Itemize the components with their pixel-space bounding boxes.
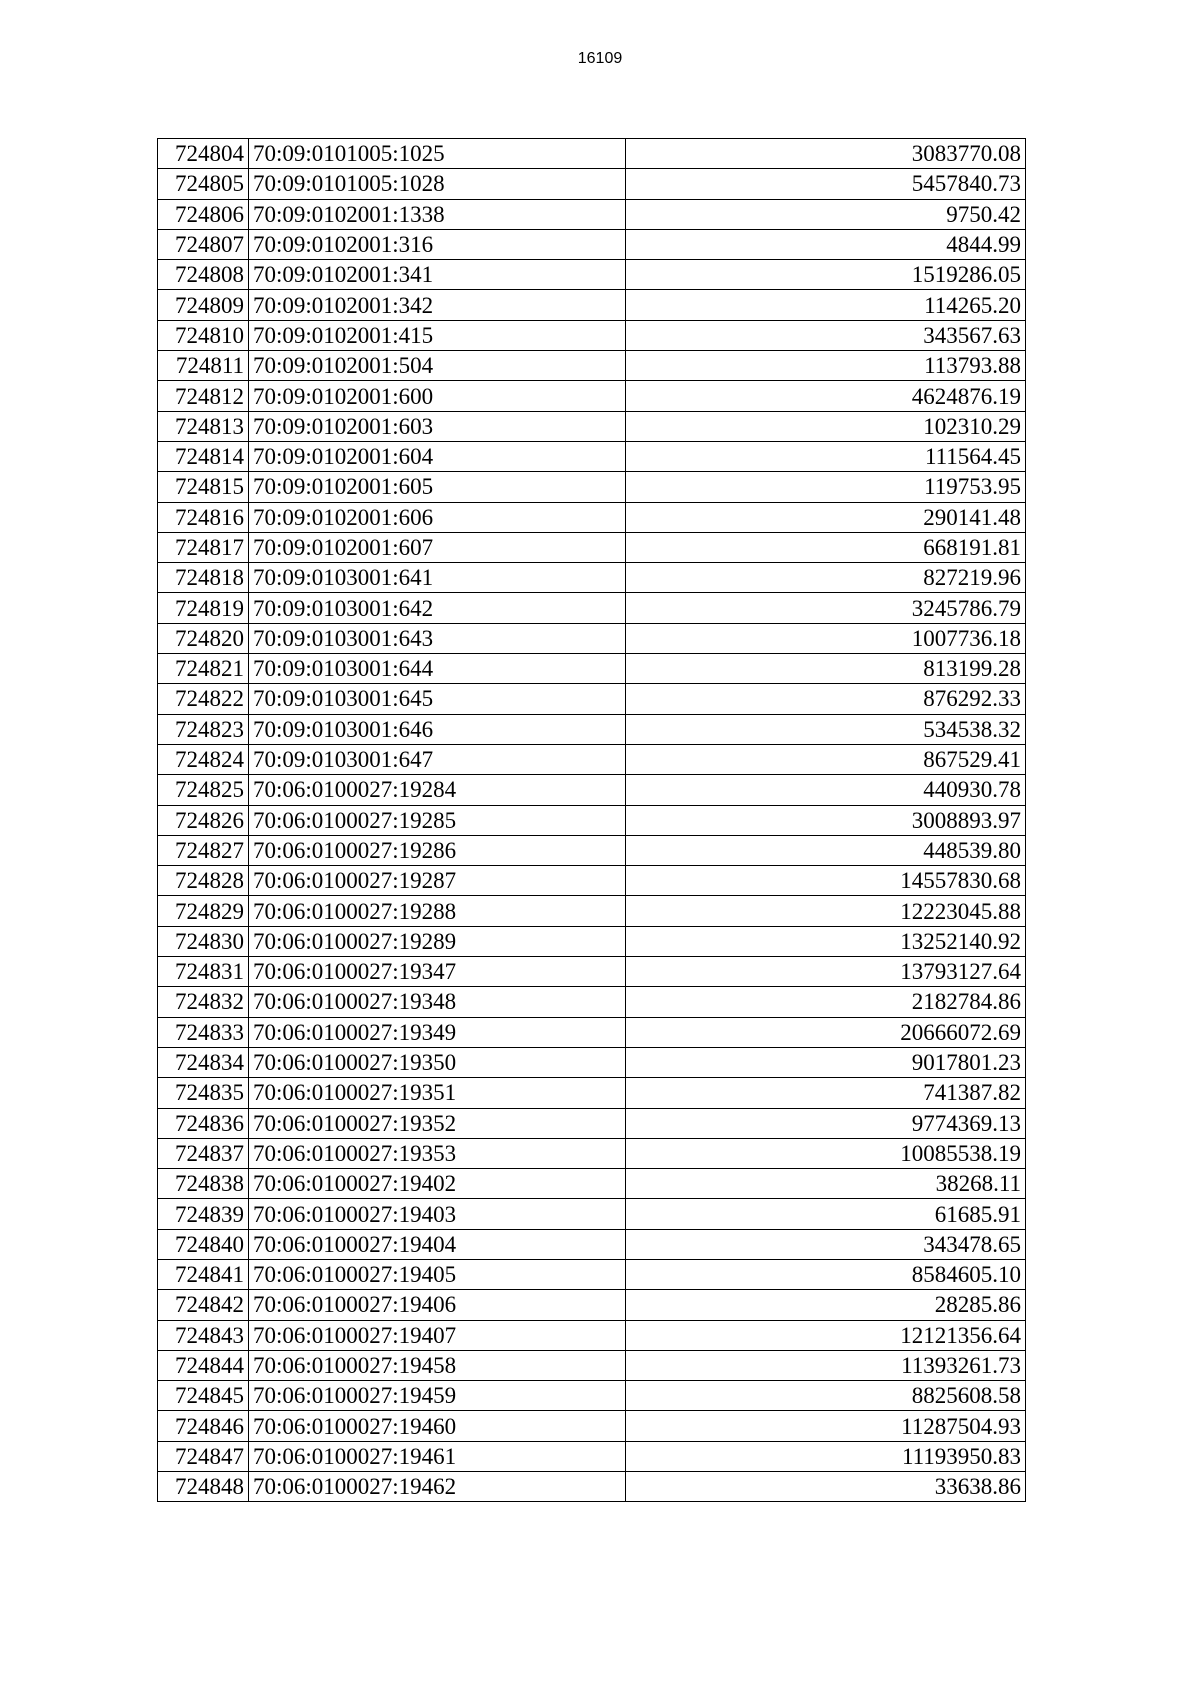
row-number-cell: 724807 bbox=[158, 229, 249, 259]
value-cell: 448539.80 bbox=[626, 835, 1026, 865]
table-body bbox=[158, 139, 1026, 1502]
value-cell: 114265.20 bbox=[626, 290, 1026, 320]
table-row bbox=[158, 1138, 1026, 1168]
cadastral-number-cell: 70:06:0100027:19350 bbox=[249, 1047, 626, 1077]
value-cell: 5457840.73 bbox=[626, 169, 1026, 199]
table-row bbox=[158, 1259, 1026, 1289]
value-cell: 440930.78 bbox=[626, 775, 1026, 805]
row-number-cell: 724810 bbox=[158, 320, 249, 350]
value-cell: 33638.86 bbox=[626, 1472, 1026, 1502]
value-cell: 111564.45 bbox=[626, 441, 1026, 471]
table-row bbox=[158, 1381, 1026, 1411]
table-row bbox=[158, 199, 1026, 229]
cadastral-number-cell: 70:06:0100027:19460 bbox=[249, 1411, 626, 1441]
table-row bbox=[158, 351, 1026, 381]
table-row bbox=[158, 290, 1026, 320]
cadastral-number-cell: 70:09:0101005:1028 bbox=[249, 169, 626, 199]
row-number-cell: 724828 bbox=[158, 866, 249, 896]
cadastral-number-cell: 70:09:0103001:646 bbox=[249, 714, 626, 744]
cadastral-number-cell: 70:06:0100027:19405 bbox=[249, 1259, 626, 1289]
cadastral-number-cell: 70:06:0100027:19458 bbox=[249, 1350, 626, 1380]
table-row bbox=[158, 1411, 1026, 1441]
value-cell: 102310.29 bbox=[626, 411, 1026, 441]
value-cell: 3245786.79 bbox=[626, 593, 1026, 623]
cadastral-number-cell: 70:06:0100027:19403 bbox=[249, 1199, 626, 1229]
table-row bbox=[158, 169, 1026, 199]
value-cell: 3083770.08 bbox=[626, 139, 1026, 169]
row-number-cell: 724815 bbox=[158, 472, 249, 502]
row-number-cell: 724811 bbox=[158, 351, 249, 381]
value-cell: 9774369.13 bbox=[626, 1108, 1026, 1138]
value-cell: 813199.28 bbox=[626, 654, 1026, 684]
table-row bbox=[158, 260, 1026, 290]
cadastral-number-cell: 70:06:0100027:19348 bbox=[249, 987, 626, 1017]
row-number-cell: 724816 bbox=[158, 502, 249, 532]
row-number-cell: 724842 bbox=[158, 1290, 249, 1320]
row-number-cell: 724824 bbox=[158, 744, 249, 774]
row-number-cell: 724830 bbox=[158, 926, 249, 956]
row-number-cell: 724820 bbox=[158, 623, 249, 653]
row-number-cell: 724813 bbox=[158, 411, 249, 441]
row-number-cell: 724834 bbox=[158, 1047, 249, 1077]
value-cell: 4844.99 bbox=[626, 229, 1026, 259]
row-number-cell: 724825 bbox=[158, 775, 249, 805]
cadastral-number-cell: 70:06:0100027:19347 bbox=[249, 957, 626, 987]
row-number-cell: 724829 bbox=[158, 896, 249, 926]
row-number-cell: 724844 bbox=[158, 1350, 249, 1380]
cadastral-number-cell: 70:06:0100027:19461 bbox=[249, 1441, 626, 1471]
value-cell: 867529.41 bbox=[626, 744, 1026, 774]
cadastral-number-cell: 70:09:0101005:1025 bbox=[249, 139, 626, 169]
table-row bbox=[158, 987, 1026, 1017]
cadastral-number-cell: 70:06:0100027:19284 bbox=[249, 775, 626, 805]
table-row bbox=[158, 623, 1026, 653]
cadastral-number-cell: 70:09:0103001:641 bbox=[249, 563, 626, 593]
value-cell: 38268.11 bbox=[626, 1169, 1026, 1199]
cadastral-value-table bbox=[157, 138, 1026, 1502]
row-number-cell: 724806 bbox=[158, 199, 249, 229]
row-number-cell: 724821 bbox=[158, 654, 249, 684]
cadastral-number-cell: 70:09:0102001:342 bbox=[249, 290, 626, 320]
table-row bbox=[158, 472, 1026, 502]
table-row bbox=[158, 1472, 1026, 1502]
table-row bbox=[158, 957, 1026, 987]
value-cell: 119753.95 bbox=[626, 472, 1026, 502]
value-cell: 61685.91 bbox=[626, 1199, 1026, 1229]
row-number-cell: 724812 bbox=[158, 381, 249, 411]
row-number-cell: 724846 bbox=[158, 1411, 249, 1441]
row-number-cell: 724838 bbox=[158, 1169, 249, 1199]
table-row bbox=[158, 1047, 1026, 1077]
value-cell: 14557830.68 bbox=[626, 866, 1026, 896]
row-number-cell: 724805 bbox=[158, 169, 249, 199]
cadastral-number-cell: 70:06:0100027:19407 bbox=[249, 1320, 626, 1350]
row-number-cell: 724817 bbox=[158, 532, 249, 562]
value-cell: 9017801.23 bbox=[626, 1047, 1026, 1077]
cadastral-number-cell: 70:06:0100027:19459 bbox=[249, 1381, 626, 1411]
value-cell: 1519286.05 bbox=[626, 260, 1026, 290]
table-row bbox=[158, 532, 1026, 562]
row-number-cell: 724836 bbox=[158, 1108, 249, 1138]
cadastral-number-cell: 70:06:0100027:19285 bbox=[249, 805, 626, 835]
table-row bbox=[158, 926, 1026, 956]
row-number-cell: 724835 bbox=[158, 1078, 249, 1108]
table-row bbox=[158, 411, 1026, 441]
table-row bbox=[158, 1290, 1026, 1320]
row-number-cell: 724837 bbox=[158, 1138, 249, 1168]
table-row bbox=[158, 654, 1026, 684]
value-cell: 343478.65 bbox=[626, 1229, 1026, 1259]
value-cell: 3008893.97 bbox=[626, 805, 1026, 835]
table-row bbox=[158, 320, 1026, 350]
row-number-cell: 724818 bbox=[158, 563, 249, 593]
cadastral-number-cell: 70:06:0100027:19462 bbox=[249, 1472, 626, 1502]
cadastral-number-cell: 70:06:0100027:19351 bbox=[249, 1078, 626, 1108]
page-number: 16109 bbox=[577, 50, 623, 67]
cadastral-number-cell: 70:06:0100027:19286 bbox=[249, 835, 626, 865]
cadastral-number-cell: 70:09:0102001:603 bbox=[249, 411, 626, 441]
value-cell: 11393261.73 bbox=[626, 1350, 1026, 1380]
value-cell: 8584605.10 bbox=[626, 1259, 1026, 1289]
row-number-cell: 724833 bbox=[158, 1017, 249, 1047]
table-row bbox=[158, 1441, 1026, 1471]
value-cell: 10085538.19 bbox=[626, 1138, 1026, 1168]
cadastral-number-cell: 70:09:0102001:341 bbox=[249, 260, 626, 290]
row-number-cell: 724845 bbox=[158, 1381, 249, 1411]
cadastral-number-cell: 70:06:0100027:19406 bbox=[249, 1290, 626, 1320]
table-row bbox=[158, 593, 1026, 623]
row-number-cell: 724847 bbox=[158, 1441, 249, 1471]
cadastral-number-cell: 70:06:0100027:19404 bbox=[249, 1229, 626, 1259]
table-row bbox=[158, 563, 1026, 593]
table-row bbox=[158, 1108, 1026, 1138]
value-cell: 113793.88 bbox=[626, 351, 1026, 381]
value-cell: 290141.48 bbox=[626, 502, 1026, 532]
table-row bbox=[158, 381, 1026, 411]
value-cell: 8825608.58 bbox=[626, 1381, 1026, 1411]
table-row bbox=[158, 1199, 1026, 1229]
row-number-cell: 724823 bbox=[158, 714, 249, 744]
table-row bbox=[158, 775, 1026, 805]
cadastral-number-cell: 70:09:0102001:504 bbox=[249, 351, 626, 381]
value-cell: 28285.86 bbox=[626, 1290, 1026, 1320]
row-number-cell: 724839 bbox=[158, 1199, 249, 1229]
cadastral-number-cell: 70:06:0100027:19287 bbox=[249, 866, 626, 896]
cadastral-number-cell: 70:09:0103001:642 bbox=[249, 593, 626, 623]
row-number-cell: 724804 bbox=[158, 139, 249, 169]
row-number-cell: 724822 bbox=[158, 684, 249, 714]
cadastral-number-cell: 70:06:0100027:19289 bbox=[249, 926, 626, 956]
row-number-cell: 724827 bbox=[158, 835, 249, 865]
row-number-cell: 724843 bbox=[158, 1320, 249, 1350]
row-number-cell: 724819 bbox=[158, 593, 249, 623]
cadastral-number-cell: 70:06:0100027:19353 bbox=[249, 1138, 626, 1168]
cadastral-number-cell: 70:09:0103001:644 bbox=[249, 654, 626, 684]
table-row bbox=[158, 1078, 1026, 1108]
table-row bbox=[158, 714, 1026, 744]
table-row bbox=[158, 684, 1026, 714]
row-number-cell: 724832 bbox=[158, 987, 249, 1017]
table-row bbox=[158, 1169, 1026, 1199]
value-cell: 343567.63 bbox=[626, 320, 1026, 350]
row-number-cell: 724814 bbox=[158, 441, 249, 471]
row-number-cell: 724831 bbox=[158, 957, 249, 987]
value-cell: 668191.81 bbox=[626, 532, 1026, 562]
value-cell: 12223045.88 bbox=[626, 896, 1026, 926]
cadastral-number-cell: 70:09:0102001:316 bbox=[249, 229, 626, 259]
table-row bbox=[158, 139, 1026, 169]
row-number-cell: 724808 bbox=[158, 260, 249, 290]
row-number-cell: 724841 bbox=[158, 1259, 249, 1289]
table-row bbox=[158, 805, 1026, 835]
table-row bbox=[158, 744, 1026, 774]
cadastral-number-cell: 70:06:0100027:19349 bbox=[249, 1017, 626, 1047]
cadastral-number-cell: 70:06:0100027:19288 bbox=[249, 896, 626, 926]
value-cell: 2182784.86 bbox=[626, 987, 1026, 1017]
table-row bbox=[158, 835, 1026, 865]
cadastral-number-cell: 70:09:0102001:415 bbox=[249, 320, 626, 350]
cadastral-number-cell: 70:09:0102001:607 bbox=[249, 532, 626, 562]
table-row bbox=[158, 1320, 1026, 1350]
value-cell: 20666072.69 bbox=[626, 1017, 1026, 1047]
table-row bbox=[158, 866, 1026, 896]
row-number-cell: 724809 bbox=[158, 290, 249, 320]
value-cell: 13793127.64 bbox=[626, 957, 1026, 987]
table-row bbox=[158, 1229, 1026, 1259]
value-cell: 12121356.64 bbox=[626, 1320, 1026, 1350]
cadastral-number-cell: 70:09:0103001:645 bbox=[249, 684, 626, 714]
cadastral-number-cell: 70:09:0102001:605 bbox=[249, 472, 626, 502]
cadastral-number-cell: 70:09:0102001:606 bbox=[249, 502, 626, 532]
cadastral-number-cell: 70:09:0102001:600 bbox=[249, 381, 626, 411]
value-cell: 534538.32 bbox=[626, 714, 1026, 744]
row-number-cell: 724848 bbox=[158, 1472, 249, 1502]
table-row bbox=[158, 441, 1026, 471]
table-row bbox=[158, 502, 1026, 532]
value-cell: 4624876.19 bbox=[626, 381, 1026, 411]
table-row bbox=[158, 896, 1026, 926]
value-cell: 741387.82 bbox=[626, 1078, 1026, 1108]
cadastral-number-cell: 70:09:0102001:1338 bbox=[249, 199, 626, 229]
value-cell: 9750.42 bbox=[626, 199, 1026, 229]
table-row bbox=[158, 1350, 1026, 1380]
row-number-cell: 724840 bbox=[158, 1229, 249, 1259]
cadastral-number-cell: 70:09:0103001:643 bbox=[249, 623, 626, 653]
cadastral-number-cell: 70:06:0100027:19352 bbox=[249, 1108, 626, 1138]
value-cell: 13252140.92 bbox=[626, 926, 1026, 956]
value-cell: 1007736.18 bbox=[626, 623, 1026, 653]
row-number-cell: 724826 bbox=[158, 805, 249, 835]
cadastral-number-cell: 70:09:0103001:647 bbox=[249, 744, 626, 774]
cadastral-number-cell: 70:09:0102001:604 bbox=[249, 441, 626, 471]
cadastral-number-cell: 70:06:0100027:19402 bbox=[249, 1169, 626, 1199]
table-row bbox=[158, 229, 1026, 259]
value-cell: 876292.33 bbox=[626, 684, 1026, 714]
value-cell: 11193950.83 bbox=[626, 1441, 1026, 1471]
value-cell: 827219.96 bbox=[626, 563, 1026, 593]
table-row bbox=[158, 1017, 1026, 1047]
value-cell: 11287504.93 bbox=[626, 1411, 1026, 1441]
